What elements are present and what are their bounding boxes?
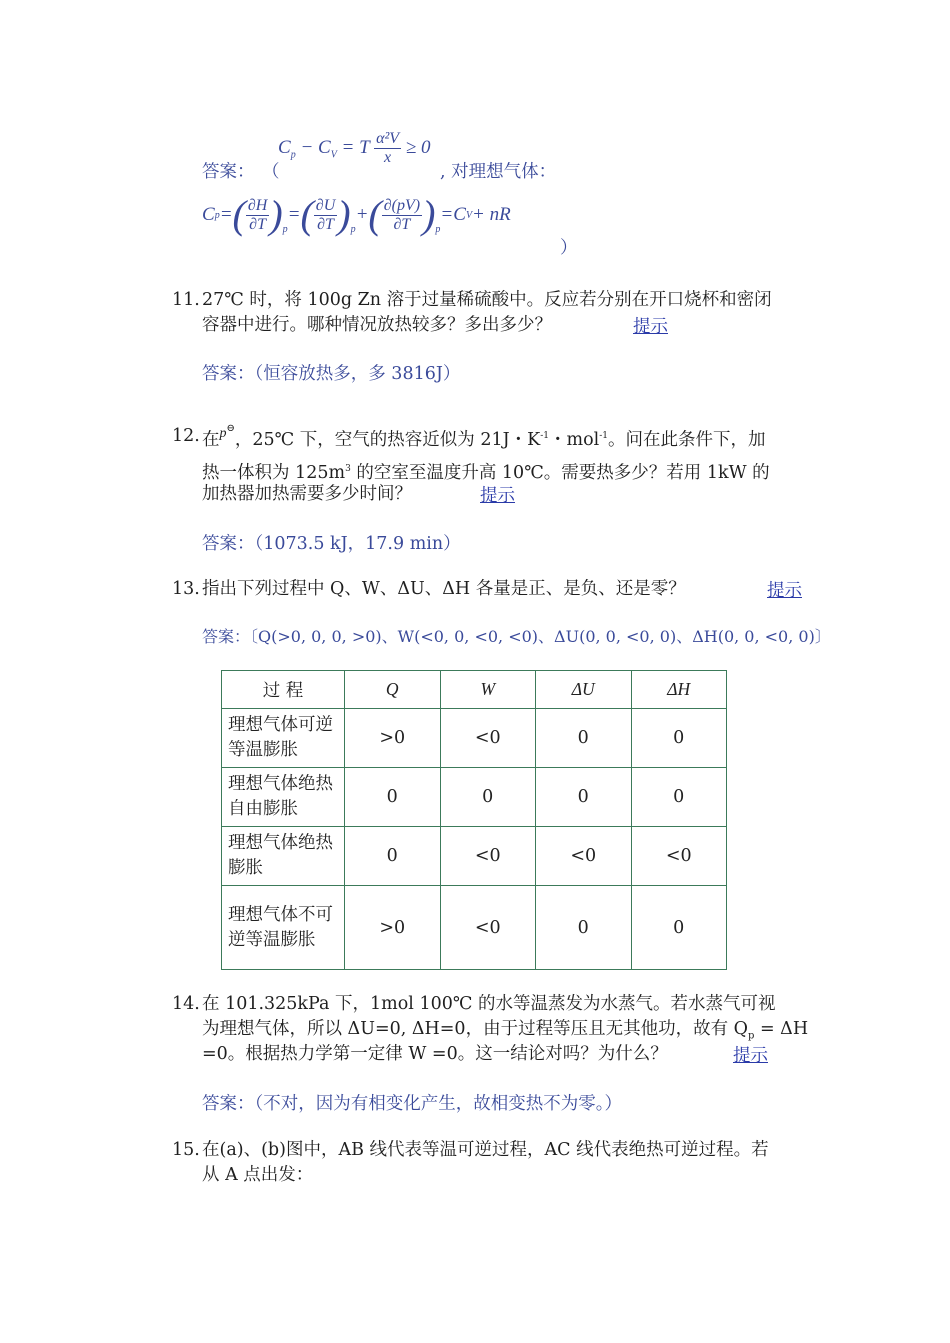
- table-row: [222, 709, 727, 768]
- q14-line3: =0。根据热力学第一定律 W =0。这一结论对吗？为什么？: [202, 1044, 668, 1064]
- q14-hint-link[interactable]: 提示: [733, 1046, 768, 1066]
- col-header-w: W: [440, 671, 536, 709]
- q12-number: 12.: [172, 426, 200, 446]
- w-cell: 0: [440, 768, 536, 827]
- q10-ideal-gas-text: , 对理想气体：: [440, 162, 557, 182]
- q14-answer: 答案：（不对，因为有相变化产生，故相变热不为零。）: [202, 1094, 622, 1114]
- process-table: [221, 670, 727, 970]
- table-row: [222, 768, 727, 827]
- du-cell: 0: [536, 768, 632, 827]
- q-cell: >0: [345, 886, 441, 970]
- q12-answer: 答案：（1073.5 kJ，17.9 min）: [202, 534, 461, 554]
- q10-open-paren: （: [262, 162, 280, 182]
- q-cell: >0: [345, 709, 441, 768]
- table-row: [222, 886, 727, 970]
- q13-line1: 指出下列过程中 Q、W、ΔU、ΔH 各量是正、是负、还是零？: [202, 579, 686, 599]
- col-header-process: 过 程: [222, 671, 345, 709]
- q15-line2: 从 A 点出发：: [202, 1165, 314, 1185]
- q11-answer: 答案：（恒容放热多，多 3816J）: [202, 364, 461, 384]
- col-header-q: Q: [345, 671, 441, 709]
- table-row: [222, 827, 727, 886]
- dh-cell: 0: [631, 768, 727, 827]
- du-cell: 0: [536, 709, 632, 768]
- process-cell: 理想气体可逆等温膨胀: [222, 709, 345, 768]
- q10-close-paren: ）: [560, 238, 578, 258]
- q10-formula-2: C p = ( $\frac{\partial H}{\partial T}$ ) p = ( $\frac{\partial U}{\partial T}$ ) p + ( $\frac{\partial(pV)}{\partial T}$ ) p = C V + nR: [202, 192, 511, 237]
- col-header-du: ΔU: [536, 671, 632, 709]
- q15-line1: 在(a)、(b)图中，AB 线代表等温可逆过程，AC 线代表绝热可逆过程。若: [202, 1140, 769, 1160]
- col-header-dh: ΔH: [631, 671, 727, 709]
- du-cell: <0: [536, 827, 632, 886]
- q10-formula-1: $C_p - C_V = T$ $\frac{\text{α²V}}{x}$ ≥ 0: [278, 130, 431, 166]
- process-cell: 理想气体绝热膨胀: [222, 827, 345, 886]
- q10-answer-label: 答案：: [202, 162, 255, 182]
- dh-cell: <0: [631, 827, 727, 886]
- q11-line1: 27℃ 时，将 100g Zn 溶于过量稀硫酸中。反应若分别在开口烧杯和密闭: [202, 290, 772, 310]
- table-header-row: [222, 671, 727, 709]
- q13-answer: 答案：〔Q(>0, 0, 0, >0)、W(<0, 0, <0, <0)、ΔU(0, 0, <0, 0)、ΔH(0, 0, <0, 0)〕: [202, 627, 831, 646]
- q11-line2: 容器中进行。哪种情况放热较多？多出多少？: [202, 315, 552, 335]
- q14-line2: 为理想气体，所以 ΔU=0, ΔH=0，由于过程等压且无其他功，故有 $Q_p = \Delta H$: [202, 1019, 809, 1042]
- process-cell: 理想气体不可逆等温膨胀: [222, 886, 345, 970]
- w-cell: <0: [440, 827, 536, 886]
- q11-number: 11.: [172, 290, 200, 310]
- q13-hint-link[interactable]: 提示: [767, 581, 802, 601]
- q15-number: 15.: [172, 1140, 200, 1160]
- q-cell: 0: [345, 827, 441, 886]
- q12-hint-link[interactable]: 提示: [480, 486, 515, 506]
- process-cell: 理想气体绝热自由膨胀: [222, 768, 345, 827]
- du-cell: 0: [536, 886, 632, 970]
- q11-hint-link[interactable]: 提示: [633, 317, 668, 337]
- dh-cell: 0: [631, 886, 727, 970]
- q12-line3: 加热器加热需要多少时间？: [202, 484, 412, 504]
- w-cell: <0: [440, 886, 536, 970]
- q12-line2: 热一体积为 $125m^3$ 的空室至温度升高 10℃。需要热多少？若用 1kW 的: [202, 462, 770, 483]
- q-cell: 0: [345, 768, 441, 827]
- q14-number: 14.: [172, 994, 200, 1014]
- q14-line1: 在 101.325kPa 下，1mol 100℃ 的水等温蒸发为水蒸气。若水蒸气可视: [202, 994, 776, 1014]
- q13-number: 13.: [172, 579, 200, 599]
- dh-cell: 0: [631, 709, 727, 768]
- q12-line1: 在$^{p⊖}$，25℃ 下，空气的热容近似为 21J・$K^{-1}$・mol$^{-1}$。问在此条件下，加: [202, 422, 766, 450]
- w-cell: <0: [440, 709, 536, 768]
